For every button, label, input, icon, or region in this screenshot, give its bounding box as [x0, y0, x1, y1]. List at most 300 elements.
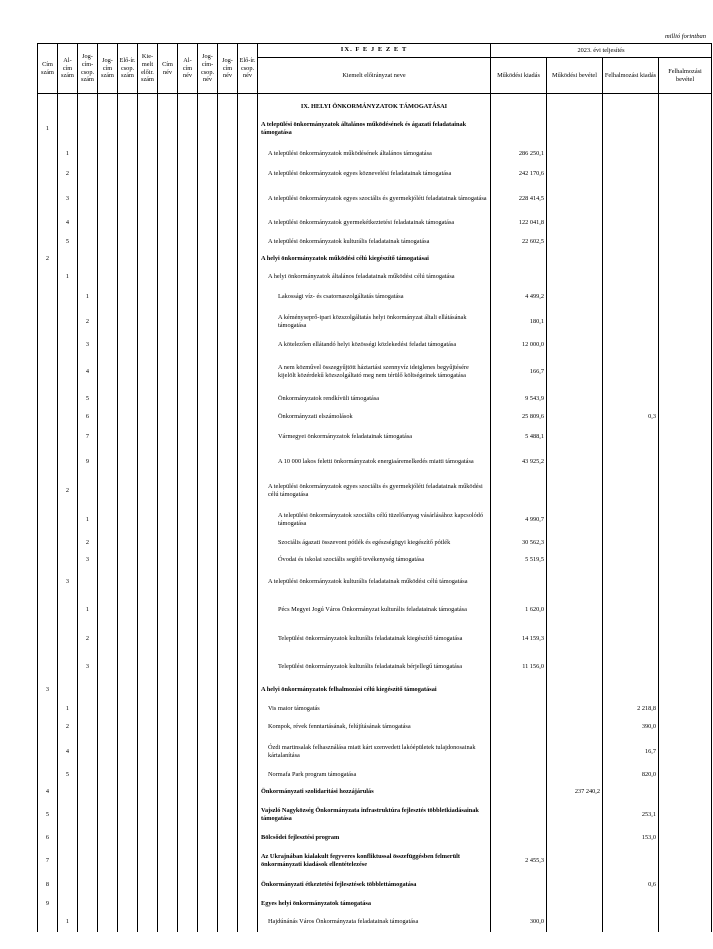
mukodesi-bevetel: [547, 624, 603, 653]
table-header: [38, 44, 712, 94]
jogcimcsop-number: 1: [78, 287, 98, 307]
felhalm-kiadas: [603, 114, 659, 144]
jogcim-nev: [218, 267, 238, 287]
cim-nev: [158, 390, 178, 407]
jogcim-nev: [218, 233, 238, 250]
mukodesi-bevetel: [547, 184, 603, 213]
jogcim-number: [98, 476, 118, 505]
kiemelt-number: [138, 144, 158, 164]
header-jogcim-nev: Jog-cím név: [218, 44, 238, 94]
item-name: Vajszló Nagyközség Önkormányzata infrastruktúra fejlesztés többletkiadásainak támogatása: [258, 800, 491, 829]
jogcim-nev: [218, 766, 238, 783]
mukodesi-bevetel: [547, 895, 603, 912]
jogcim-nev: [218, 447, 238, 476]
mukodesi-bevetel: [547, 476, 603, 505]
felhalm-kiadas: [603, 568, 659, 595]
felhalm-kiadas: [603, 287, 659, 307]
alcim-number: 3: [58, 568, 78, 595]
jogcimcsop-nev: [198, 476, 218, 505]
jogcim-nev: [218, 184, 238, 213]
mukodesi-kiadas: 12 000,0: [491, 336, 547, 353]
jogcim-number: [98, 737, 118, 766]
cim-nev: [158, 184, 178, 213]
eloir-csop-number: [118, 846, 138, 875]
cim-number: 2: [38, 250, 58, 267]
eloir-csop-nev: [238, 912, 258, 932]
mukodesi-bevetel: [547, 505, 603, 534]
header-chapter: IX. F E J E Z E T: [258, 44, 491, 58]
alcim-number: 5: [58, 766, 78, 783]
jogcimcsop-number: 1: [78, 505, 98, 534]
cim-number: 4: [38, 783, 58, 800]
felhalm-kiadas: [603, 476, 659, 505]
eloir-csop-number: [118, 505, 138, 534]
eloir-csop-nev: [238, 737, 258, 766]
eloir-csop-number: [118, 737, 138, 766]
alcim-nev: [178, 895, 198, 912]
jogcim-number: [98, 568, 118, 595]
cim-nev: [158, 114, 178, 144]
cim-number: [38, 568, 58, 595]
kiemelt-number: [138, 476, 158, 505]
item-name: Pécs Megyei Jogú Város Önkormányzat kulturális feladatainak támogatása: [258, 595, 491, 624]
kiemelt-number: [138, 184, 158, 213]
alcim-nev: [178, 912, 198, 932]
felhalm-bevetel: [659, 505, 712, 534]
alcim-nev: [178, 250, 198, 267]
mukodesi-kiadas: 4 990,7: [491, 505, 547, 534]
eloir-csop-nev: [238, 700, 258, 717]
table-body: [38, 94, 712, 933]
header-eloir-csop-szam: Elő-ír. csop. szám: [118, 44, 138, 94]
item-name: Önkormányzati elszámolások: [258, 407, 491, 427]
mukodesi-bevetel: [547, 680, 603, 700]
jogcimcsop-number: [78, 164, 98, 184]
eloir-csop-number: [118, 829, 138, 846]
kiemelt-number: [138, 895, 158, 912]
eloir-csop-nev: [238, 829, 258, 846]
jogcimcsop-nev: [198, 912, 218, 932]
kiemelt-number: [138, 505, 158, 534]
jogcimcsop-number: 3: [78, 653, 98, 680]
table-row: [38, 233, 712, 250]
cim-nev: [158, 505, 178, 534]
kiemelt-number: [138, 766, 158, 783]
cim-number: [38, 505, 58, 534]
alcim-number: [58, 407, 78, 427]
alcim-number: [58, 829, 78, 846]
jogcim-nev: [218, 427, 238, 447]
kiemelt-number: [138, 700, 158, 717]
eloir-csop-number: [118, 250, 138, 267]
cim-number: [38, 427, 58, 447]
alcim-number: [58, 680, 78, 700]
jogcimcsop-number: [78, 213, 98, 233]
mukodesi-kiadas: 11 156,0: [491, 653, 547, 680]
header-jogcim-szam: Jog-cím szám: [98, 44, 118, 94]
alcim-nev: [178, 624, 198, 653]
alcim-number: 1: [58, 144, 78, 164]
felhalm-bevetel: [659, 766, 712, 783]
cim-nev: [158, 307, 178, 336]
eloir-csop-nev: [238, 595, 258, 624]
mukodesi-bevetel: [547, 114, 603, 144]
item-name: A települési önkormányzatok kulturális feladatainak támogatása: [258, 233, 491, 250]
felhalm-kiadas: [603, 307, 659, 336]
mukodesi-kiadas: 14 159,3: [491, 624, 547, 653]
eloir-csop-number: [118, 800, 138, 829]
felhalm-bevetel: [659, 737, 712, 766]
kiemelt-number: [138, 233, 158, 250]
jogcimcsop-number: [78, 250, 98, 267]
jogcimcsop-nev: [198, 307, 218, 336]
alcim-nev: [178, 476, 198, 505]
felhalm-bevetel: [659, 250, 712, 267]
header-cim-szam: Cím szám: [38, 44, 58, 94]
mukodesi-bevetel: 237 240,2: [547, 783, 603, 800]
eloir-csop-number: [118, 624, 138, 653]
alcim-nev: [178, 700, 198, 717]
alcim-nev: [178, 114, 198, 144]
jogcim-number: [98, 895, 118, 912]
cim-number: 5: [38, 800, 58, 829]
felhalm-kiadas: [603, 267, 659, 287]
cim-nev: [158, 895, 178, 912]
mukodesi-bevetel: [547, 766, 603, 783]
cim-nev: [158, 717, 178, 737]
jogcim-nev: [218, 800, 238, 829]
felhalm-bevetel: [659, 427, 712, 447]
eloir-csop-number: [118, 307, 138, 336]
mukodesi-bevetel: [547, 717, 603, 737]
alcim-number: 1: [58, 700, 78, 717]
eloir-csop-number: [118, 895, 138, 912]
alcim-number: 3: [58, 184, 78, 213]
jogcimcsop-number: 9: [78, 447, 98, 476]
kiemelt-number: [138, 250, 158, 267]
alcim-number: [58, 250, 78, 267]
jogcim-number: [98, 505, 118, 534]
mukodesi-bevetel: [547, 912, 603, 932]
felhalm-bevetel: [659, 336, 712, 353]
jogcimcsop-number: [78, 912, 98, 932]
kiemelt-number: [138, 307, 158, 336]
jogcim-nev: [218, 407, 238, 427]
alcim-nev: [178, 164, 198, 184]
kiemelt-number: [138, 447, 158, 476]
jogcim-number: [98, 307, 118, 336]
felhalm-kiadas: [603, 144, 659, 164]
mukodesi-kiadas: 180,1: [491, 307, 547, 336]
jogcimcsop-nev: [198, 653, 218, 680]
jogcim-number: [98, 427, 118, 447]
jogcim-nev: [218, 336, 238, 353]
kiemelt-number: [138, 829, 158, 846]
cim-number: [38, 447, 58, 476]
item-name: Települési önkormányzatok kulturális feladatainak bérjellegű támogatása: [258, 653, 491, 680]
alcim-nev: [178, 353, 198, 390]
eloir-csop-nev: [238, 233, 258, 250]
alcim-nev: [178, 551, 198, 568]
cim-number: [38, 653, 58, 680]
jogcim-nev: [218, 846, 238, 875]
kiemelt-number: [138, 783, 158, 800]
cim-number: 7: [38, 846, 58, 875]
mukodesi-kiadas: 2 455,3: [491, 846, 547, 875]
jogcim-nev: [218, 534, 238, 551]
item-name: Hajdúnánás Város Önkormányzata feladatainak támogatása: [258, 912, 491, 932]
eloir-csop-number: [118, 717, 138, 737]
mukodesi-bevetel: [547, 595, 603, 624]
jogcim-nev: [218, 717, 238, 737]
jogcimcsop-nev: [198, 568, 218, 595]
cim-number: [38, 595, 58, 624]
table-row: [38, 114, 712, 144]
mukodesi-kiadas: 9 543,9: [491, 390, 547, 407]
table-row: [38, 737, 712, 766]
alcim-nev: [178, 717, 198, 737]
jogcim-nev: [218, 353, 238, 390]
mukodesi-bevetel: [547, 568, 603, 595]
item-name: Az Ukrajnában kialakult fegyveres konfliktussal összefüggésben felmerült önkormányzati kiadások ellentételezése: [258, 846, 491, 875]
alcim-number: [58, 653, 78, 680]
table-row: [38, 624, 712, 653]
jogcim-nev: [218, 595, 238, 624]
alcim-number: [58, 895, 78, 912]
eloir-csop-nev: [238, 653, 258, 680]
alcim-number: [58, 287, 78, 307]
jogcimcsop-number: [78, 144, 98, 164]
mukodesi-kiadas: [491, 680, 547, 700]
cim-number: [38, 144, 58, 164]
cim-nev: [158, 595, 178, 624]
jogcim-nev: [218, 700, 238, 717]
jogcim-nev: [218, 164, 238, 184]
item-name: A települési önkormányzatok szociális célú tüzelőanyag vásárlásához kapcsolódó támogatása: [258, 505, 491, 534]
header-cim-nev: Cím név: [158, 44, 178, 94]
eloir-csop-number: [118, 680, 138, 700]
kiemelt-number: [138, 717, 158, 737]
jogcimcsop-nev: [198, 800, 218, 829]
alcim-number: 2: [58, 164, 78, 184]
cim-number: [38, 287, 58, 307]
jogcimcsop-number: 3: [78, 336, 98, 353]
item-name: A kötelezően ellátandó helyi közösségi közlekedési feladat támogatása: [258, 336, 491, 353]
jogcimcsop-number: [78, 476, 98, 505]
jogcimcsop-nev: [198, 114, 218, 144]
jogcimcsop-number: [78, 680, 98, 700]
cim-number: [38, 717, 58, 737]
felhalm-bevetel: [659, 164, 712, 184]
mukodesi-kiadas: 1 620,0: [491, 595, 547, 624]
jogcimcsop-number: [78, 875, 98, 895]
mukodesi-kiadas: [491, 717, 547, 737]
jogcim-nev: [218, 653, 238, 680]
mukodesi-bevetel: [547, 250, 603, 267]
jogcimcsop-nev: [198, 250, 218, 267]
jogcimcsop-number: [78, 568, 98, 595]
jogcim-nev: [218, 895, 238, 912]
jogcim-number: [98, 213, 118, 233]
felhalm-bevetel: [659, 233, 712, 250]
cim-nev: [158, 568, 178, 595]
alcim-nev: [178, 737, 198, 766]
felhalm-kiadas: [603, 233, 659, 250]
eloir-csop-nev: [238, 895, 258, 912]
eloir-csop-number: [118, 353, 138, 390]
kiemelt-number: [138, 800, 158, 829]
item-name: A települési önkormányzatok kulturális feladatainak működési célú támogatása: [258, 568, 491, 595]
mukodesi-kiadas: 30 562,3: [491, 534, 547, 551]
header-jogcimcsop-szam: Jog-cím-csop. szám: [78, 44, 98, 94]
header-year: 2023. évi teljesítés: [491, 44, 712, 58]
table-row: [38, 353, 712, 390]
cim-nev: [158, 912, 178, 932]
mukodesi-bevetel: [547, 267, 603, 287]
table-row: [38, 447, 712, 476]
alcim-nev: [178, 307, 198, 336]
mukodesi-bevetel: [547, 829, 603, 846]
cim-nev: [158, 407, 178, 427]
eloir-csop-number: [118, 233, 138, 250]
jogcimcsop-number: [78, 233, 98, 250]
kiemelt-number: [138, 737, 158, 766]
mukodesi-kiadas: [491, 829, 547, 846]
jogcimcsop-nev: [198, 846, 218, 875]
felhalm-bevetel: [659, 267, 712, 287]
felhalm-bevetel: [659, 184, 712, 213]
mukodesi-kiadas: [491, 783, 547, 800]
felhalm-bevetel: [659, 895, 712, 912]
jogcimcsop-nev: [198, 737, 218, 766]
eloir-csop-nev: [238, 287, 258, 307]
header-felhalm-kiadas: Felhalmozási kiadás: [603, 58, 659, 94]
eloir-csop-nev: [238, 846, 258, 875]
table-row: [38, 829, 712, 846]
kiemelt-number: [138, 114, 158, 144]
kiemelt-number: [138, 875, 158, 895]
eloir-csop-nev: [238, 144, 258, 164]
felhalm-kiadas: [603, 250, 659, 267]
jogcimcsop-nev: [198, 164, 218, 184]
jogcimcsop-nev: [198, 407, 218, 427]
cim-nev: [158, 353, 178, 390]
jogcim-number: [98, 800, 118, 829]
jogcimcsop-number: [78, 114, 98, 144]
jogcimcsop-nev: [198, 233, 218, 250]
jogcim-number: [98, 680, 118, 700]
cim-number: [38, 534, 58, 551]
table-row: [38, 250, 712, 267]
mukodesi-bevetel: [547, 534, 603, 551]
cim-nev: [158, 144, 178, 164]
cim-number: 3: [38, 680, 58, 700]
jogcimcsop-number: [78, 895, 98, 912]
eloir-csop-nev: [238, 505, 258, 534]
item-name: Szociális ágazati összevont pótlék és egészségügyi kiegészítő pótlék: [258, 534, 491, 551]
cim-nev: [158, 476, 178, 505]
felhalm-bevetel: [659, 307, 712, 336]
table-row: [38, 213, 712, 233]
jogcim-nev: [218, 624, 238, 653]
jogcim-nev: [218, 551, 238, 568]
table-row: [38, 407, 712, 427]
alcim-nev: [178, 336, 198, 353]
alcim-number: 5: [58, 233, 78, 250]
felhalm-kiadas: [603, 390, 659, 407]
alcim-number: 4: [58, 737, 78, 766]
alcim-number: [58, 800, 78, 829]
mukodesi-kiadas: 43 925,2: [491, 447, 547, 476]
jogcimcsop-nev: [198, 267, 218, 287]
cim-number: [38, 700, 58, 717]
eloir-csop-number: [118, 551, 138, 568]
felhalm-kiadas: [603, 534, 659, 551]
jogcimcsop-number: [78, 846, 98, 875]
jogcim-nev: [218, 680, 238, 700]
jogcimcsop-number: 7: [78, 427, 98, 447]
cim-nev: [158, 800, 178, 829]
alcim-number: [58, 595, 78, 624]
kiemelt-number: [138, 267, 158, 287]
cim-number: [38, 353, 58, 390]
jogcim-number: [98, 829, 118, 846]
jogcim-number: [98, 551, 118, 568]
table-row: [38, 700, 712, 717]
jogcim-nev: [218, 476, 238, 505]
jogcim-nev: [218, 829, 238, 846]
eloir-csop-number: [118, 595, 138, 624]
mukodesi-kiadas: [491, 875, 547, 895]
alcim-number: [58, 114, 78, 144]
alcim-nev: [178, 505, 198, 534]
item-name: Kompok, révek fenntartásának, felújításának támogatása: [258, 717, 491, 737]
jogcim-number: [98, 184, 118, 213]
alcim-number: 4: [58, 213, 78, 233]
jogcimcsop-nev: [198, 895, 218, 912]
kiemelt-number: [138, 568, 158, 595]
eloir-csop-number: [118, 114, 138, 144]
jogcimcsop-nev: [198, 783, 218, 800]
jogcim-number: [98, 390, 118, 407]
felhalm-bevetel: [659, 476, 712, 505]
jogcimcsop-number: [78, 184, 98, 213]
item-name: A települési önkormányzatok egyes szociális és gyermekjóléti feladatainak működési célú támogatása: [258, 476, 491, 505]
eloir-csop-nev: [238, 717, 258, 737]
jogcimcsop-nev: [198, 700, 218, 717]
eloir-csop-nev: [238, 624, 258, 653]
alcim-nev: [178, 267, 198, 287]
jogcim-nev: [218, 737, 238, 766]
mukodesi-bevetel: [547, 800, 603, 829]
item-name: A helyi önkormányzatok általános feladatainak működési célú támogatása: [258, 267, 491, 287]
item-name: Önkormányzati szolidaritási hozzájárulás: [258, 783, 491, 800]
eloir-csop-number: [118, 875, 138, 895]
jogcimcsop-nev: [198, 680, 218, 700]
table-row: [38, 184, 712, 213]
cim-nev: [158, 737, 178, 766]
cim-number: [38, 912, 58, 932]
eloir-csop-nev: [238, 766, 258, 783]
mukodesi-kiadas: 300,0: [491, 912, 547, 932]
jogcim-number: [98, 407, 118, 427]
alcim-nev: [178, 846, 198, 875]
mukodesi-bevetel: [547, 551, 603, 568]
jogcim-nev: [218, 287, 238, 307]
eloir-csop-nev: [238, 164, 258, 184]
eloir-csop-nev: [238, 390, 258, 407]
cim-nev: [158, 250, 178, 267]
